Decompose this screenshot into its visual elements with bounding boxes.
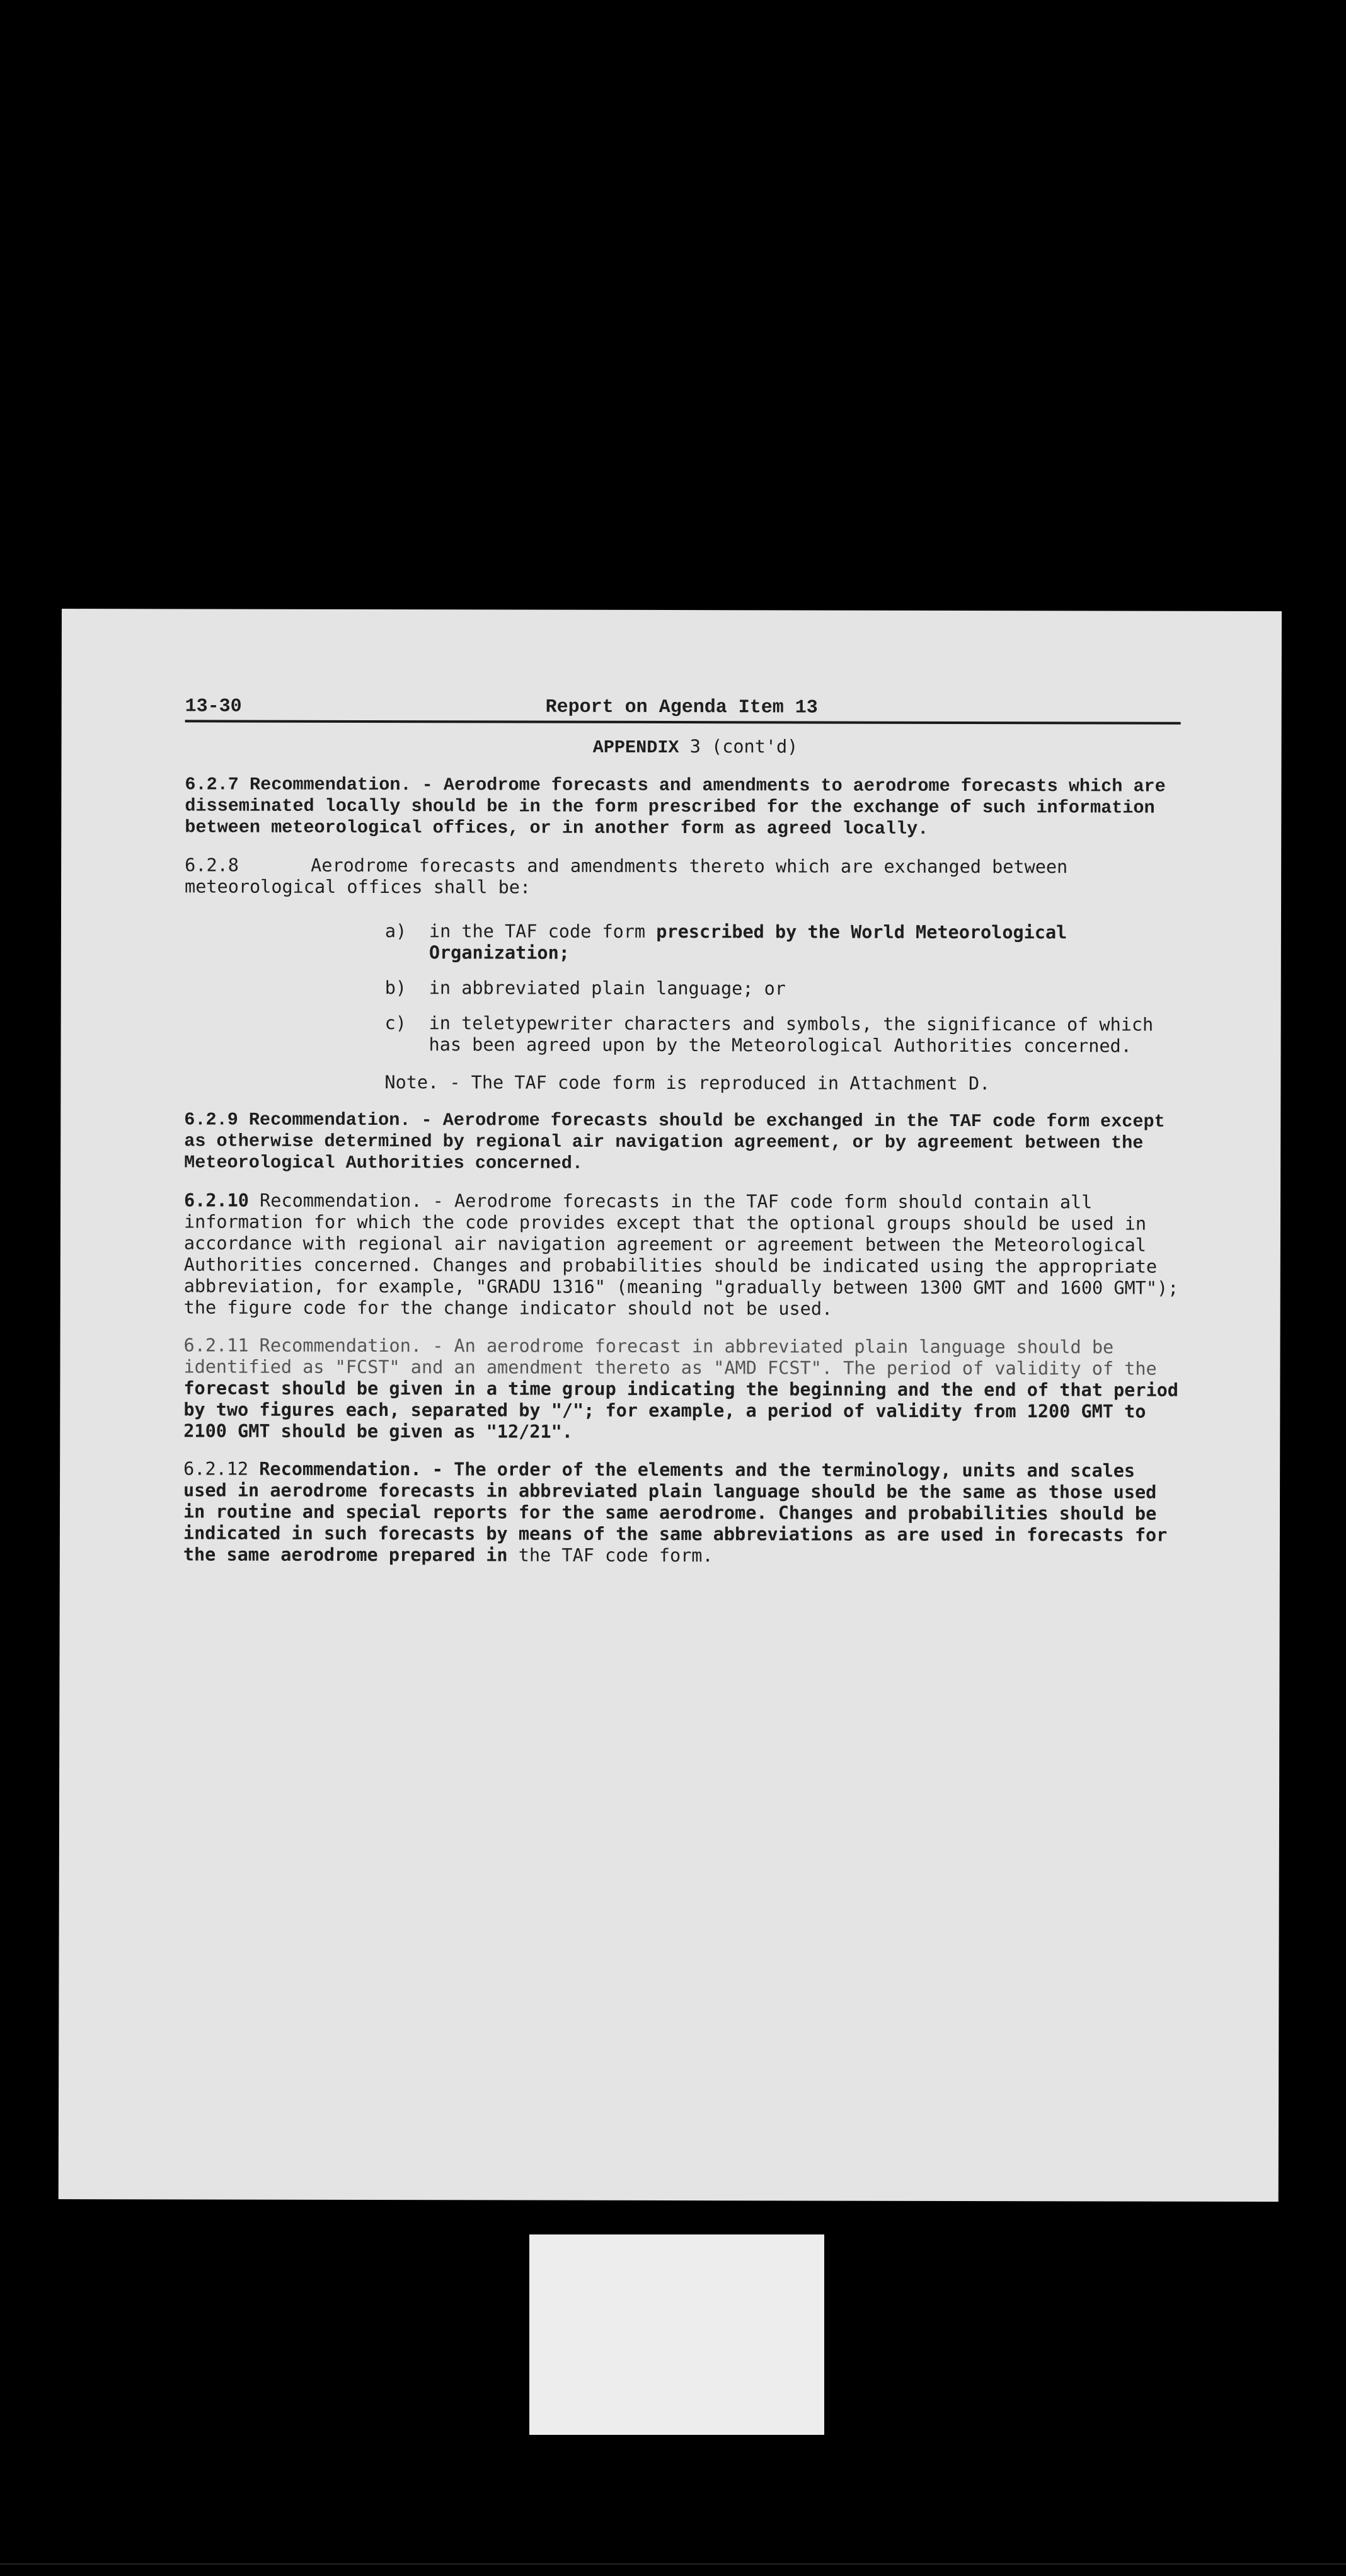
section-number: 6.2.9 <box>184 1109 238 1130</box>
section-text: Recommendation. - Aerodrome forecasts in the TAF code form should contain all information for which the code provides except that the optional groups should be used in accordance with regional air navigation agreement or agreement between the Meteorological Authorities concerned. Changes and probabilities should be indicated using the appropriate abbreviation, for example, "GRADU 1316" (meaning "gradually between 1300 GMT and 1600 GMT"); the figure code for the change indicator should not be used. <box>183 1190 1179 1320</box>
page-content <box>183 696 1181 1567</box>
list-item-label: a) <box>384 921 407 942</box>
section-text-bold: forecast should be given in a time group indicating the beginning and the end of that period by two figures each, separated by "/"; for example, a period of validity from 1200 GMT to 2100 GMT should be given as "12/21". <box>183 1377 1179 1442</box>
section-number: 6.2.8 <box>185 854 239 876</box>
section-6-2-8-list <box>385 921 1180 1057</box>
section-6-2-12 <box>183 1458 1179 1567</box>
appendix-suffix: (cont'd) <box>711 736 798 757</box>
section-text-plain: the TAF code form. <box>518 1544 713 1567</box>
list-item <box>385 977 1180 1001</box>
section-text-plain: Recommendation. - An aerodrome forecast in abbreviated plain language should be identified as "FCST" and an amendment thereto as "AMD FCST". The period of validity of the <box>183 1335 1157 1379</box>
appendix-label: APPENDIX <box>592 737 679 759</box>
section-text: Recommendation. - Aerodrome forecasts and amendments to aerodrome forecasts which are disseminated locally should be in the form prescribed for the exchange of such information between meteorological offices, or in another form as agreed locally. <box>185 774 1166 839</box>
blank-card <box>529 2234 824 2435</box>
attachment-note: Note. - The TAF code form is reproduced in Attachment D. <box>384 1072 991 1095</box>
section-6-2-10 <box>184 1190 1180 1320</box>
section-text: Recommendation. - Aerodrome forecasts should be exchanged in the TAF code form except as otherwise determined by regional air navigation agreement, or by agreement between the Meteorological Authorities concerned. <box>184 1109 1165 1174</box>
section-6-2-9 <box>184 1109 1180 1175</box>
list-item-text-bold: prescribed by the World Meteorological Organization; <box>429 921 1067 963</box>
section-6-2-8 <box>185 854 1180 899</box>
section-text: Aerodrome forecasts and amendments thereto which are exchanged between meteorological offices shall be: <box>185 854 1068 898</box>
list-item-label: c) <box>384 1013 406 1034</box>
list-item-text: in teletypewriter characters and symbols, the significance of which has been agreed upon by the Meteorological Authorities concerned. <box>429 1013 1154 1057</box>
page-header <box>185 696 1181 724</box>
section-text-bold: Recommendation. - The order of the elements and the terminology, units and scales used in aerodrome forecasts in abbreviated plain language should be the same as those used in routine and special reports for the same aerodrome. Changes and probabilities should be indicated in such forecasts by means of the same abbreviations as are used in forecasts for the same aerodrome prepared in <box>183 1458 1168 1566</box>
report-title: Report on Agenda Item 13 <box>545 696 818 719</box>
list-item-text-plain: in the TAF code form <box>429 921 646 942</box>
list-item-label: b) <box>384 977 407 999</box>
section-number: 6.2.12 <box>183 1458 249 1480</box>
list-item-text: in abbreviated plain language; or <box>429 977 786 999</box>
list-item <box>385 1013 1180 1057</box>
section-number: 6.2.7 <box>185 774 239 795</box>
list-item-text <box>429 921 1180 965</box>
list-item <box>385 921 1180 965</box>
section-6-2-7 <box>185 774 1180 840</box>
appendix-heading <box>210 735 1181 759</box>
section-number: 6.2.11 <box>183 1335 249 1356</box>
section-6-2-11 <box>183 1335 1179 1444</box>
page-number: 13-30 <box>185 696 242 718</box>
section-number: 6.2.10 <box>183 1190 250 1211</box>
scan-edge-line <box>0 2563 1346 2565</box>
document-page <box>59 609 1282 2202</box>
appendix-number: 3 <box>689 736 701 757</box>
